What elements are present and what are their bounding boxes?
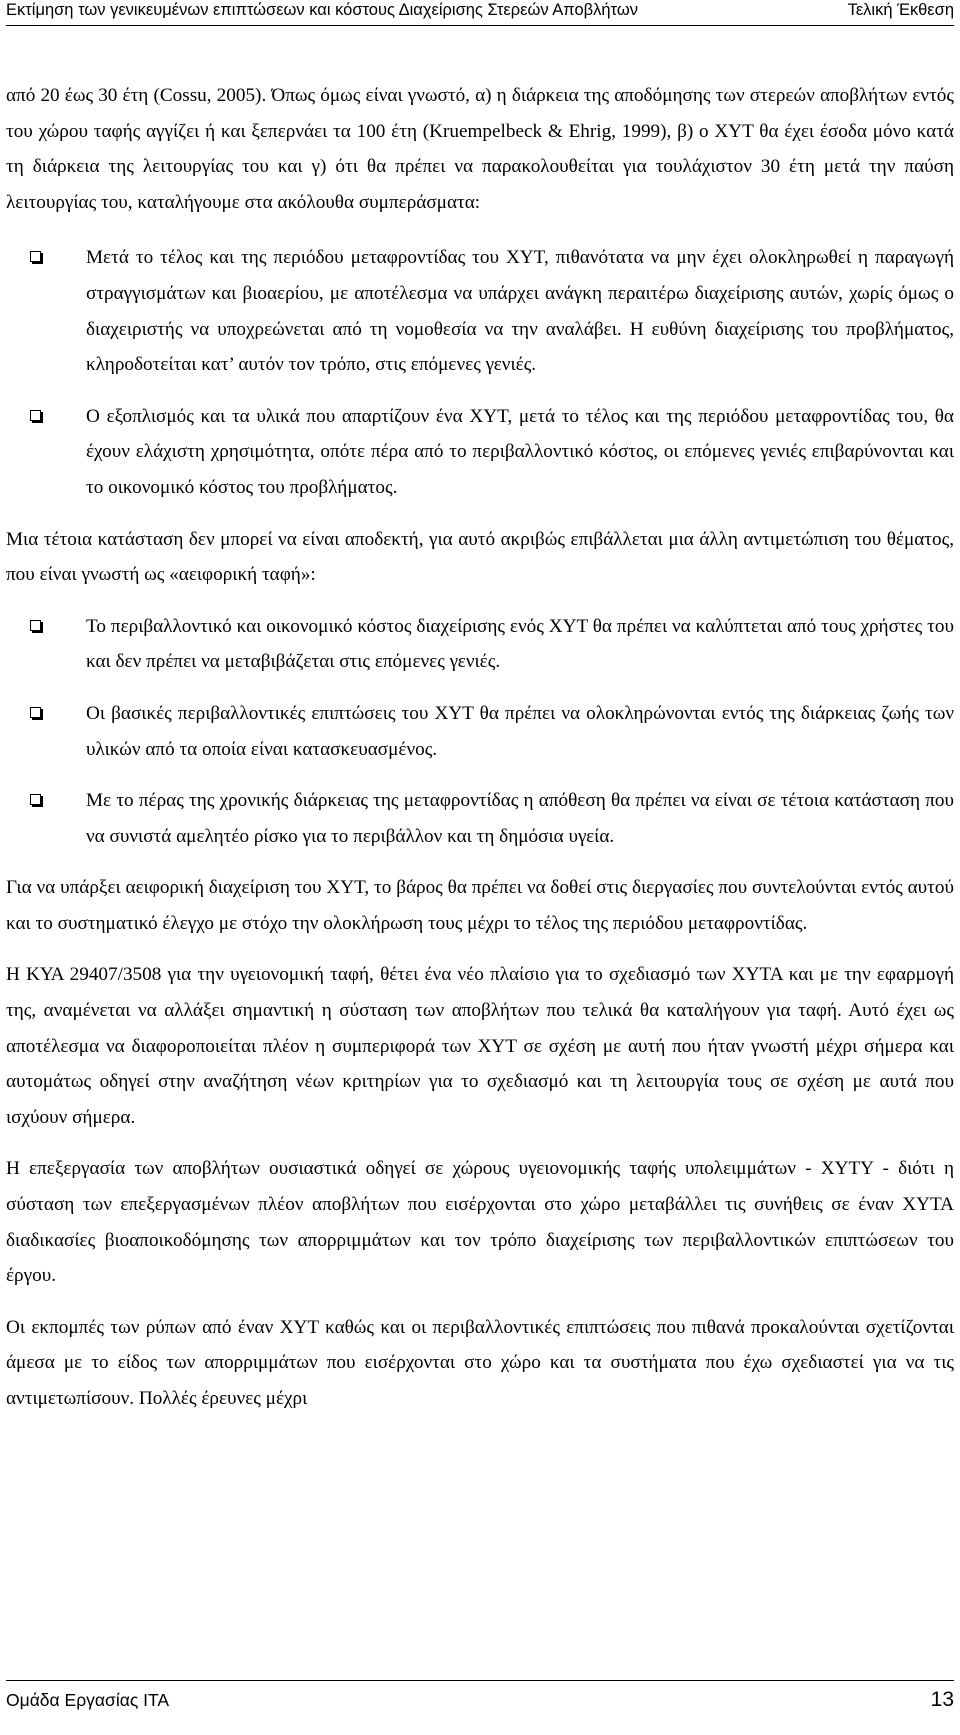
header-report-type: Τελική Έκθεση <box>847 1 954 19</box>
header-title: Εκτίμηση των γενικευμένων επιπτώσεων και κόστους Διαχείρισης Στερεών Αποβλήτων <box>6 1 638 19</box>
checkbox-bullet-icon <box>30 620 41 631</box>
waste-processing-paragraph: Η επεξεργασία των αποβλήτων ουσιαστικά οδηγεί σε χώρους υγειονομικής ταφής υπολειμμάτων - ΧΥΤΥ - διότι η σύσταση των επεξεργασμένων πλέον αποβλήτων που εισέρχονται στο χώρο μεταβάλλει τις συνήθεις σε έναν ΧΥΤΑ διαδικασίες βιοαποικοδόμησης των απορριμμάτων και τον τρόπο διαχείρισης των περιβαλλοντικών επιπτώσεων του έργου. <box>6 1158 954 1287</box>
footer-divider <box>6 1680 954 1681</box>
header-divider <box>6 25 954 26</box>
list-item <box>6 399 954 506</box>
checkbox-bullet-icon <box>30 794 41 805</box>
checkbox-bullet-icon <box>30 410 41 421</box>
list-item <box>6 696 954 767</box>
sustainable-management-paragraph: Για να υπάρξει αειφορική διαχείριση του ΧΥΤ, το βάρος θα πρέπει να δοθεί στις διεργασίες που συντελούνται εντός αυτού και το συστηματικό έλεγχο με στόχο την ολοκλήρωση τους μέχρι το τέλος της περιόδου μεταφροντίδας. <box>6 877 954 934</box>
conclusions-list <box>6 240 954 505</box>
sustainable-landfill-list <box>6 609 954 855</box>
kya-paragraph: Η ΚΥΑ 29407/3508 για την υγειονομική ταφή, θέτει ένα νέο πλαίσιο για το σχεδιασμό των ΧΥΤΑ και με την εφαρμογή της, αναμένεται να αλλάξει σημαντική η σύσταση των αποβλήτων που τελικά θα καταλήγουν για ταφή. Αυτό έχει ως αποτέλεσμα να διαφοροποιείται πλέον η συμπεριφορά των ΧΥΤ σε σχέση με αυτή που ήταν γνωστή μέχρι σήμερα και αυτομάτως οδηγεί στην αναζήτηση νέων κριτηρίων για το σχεδιασμό και τη λειτουργία τους σε σχέση με αυτά που ισχύουν σήμερα. <box>6 964 954 1128</box>
list-item <box>6 609 954 680</box>
document-body <box>6 78 954 1433</box>
list-item-text: Το περιβαλλοντικό και οικονομικό κόστος διαχείρισης ενός ΧΥΤ θα πρέπει να καλύπτεται από τους χρήστες του και δεν πρέπει να μεταβιβάζεται στις επόμενες γενιές. <box>86 615 954 673</box>
list-item <box>6 783 954 854</box>
list-item-text: Με το πέρας της χρονικής διάρκειας της μεταφροντίδας η απόθεση θα πρέπει να είναι σε τέτοια κατάσταση που να συνιστά αμελητέο ρίσκο για το περιβάλλον και τη δημόσια υγεία. <box>86 790 954 847</box>
page-header <box>6 0 954 24</box>
list-item <box>6 240 954 382</box>
list-item-text: Οι βασικές περιβαλλοντικές επιπτώσεις του ΧΥΤ θα πρέπει να ολοκληρώνονται εντός της διάρκειας ζωής των υλικών από τα οποία είναι κατασκευασμένος. <box>86 702 954 760</box>
intro-paragraph: από 20 έως 30 έτη (Cossu, 2005). Όπως όμως είναι γνωστό, α) η διάρκεια της αποδόμησης των στερεών αποβλήτων εντός του χώρου ταφής αγγίζει ή και ξεπερνάει τα 100 έτη (Kruempelbeck & Ehrig, 1999), β) ο ΧΥΤ θα έχει έσοδα μόνο κατά τη διάρκεια της λειτουργίας του και γ) ότι θα πρέπει να παρακολουθείται για τουλάχιστον 30 έτη μετά την παύση λειτουργίας του, καταλήγουμε στα ακόλουθα συμπεράσματα: <box>6 85 954 213</box>
list-item-text: Μετά το τέλος και της περιόδου μεταφροντίδας του ΧΥΤ, πιθανότατα να μην έχει ολοκληρωθεί η παραγωγή στραγγισμάτων και βιοαερίου, με αποτέλεσμα να υπάρχει ανάγκη περαιτέρω διαχείρισης αυτών, χωρίς όμως ο διαχειριστής να υποχρεώνεται από τη νομοθεσία να την αναλάβει. Η ευθύνη διαχείρισης του προβλήματος, κληροδοτείται κατ’ αυτόν τον τρόπο, στις επόμενες γενιές. <box>86 247 954 376</box>
emissions-paragraph: Οι εκπομπές των ρύπων από έναν ΧΥΤ καθώς και οι περιβαλλοντικές επιπτώσεις που πιθανά προκαλούνται σχετίζονται άμεσα με το είδος των απορριμμάτων που εισέρχονται στο χώρο και τα συστήματα που έχω σχεδιαστεί για να τις αντιμετωπίσουν. Πολλές έρευνες μέχρι <box>6 1316 954 1409</box>
page-footer <box>6 1690 954 1726</box>
transition-paragraph: Μια τέτοια κατάσταση δεν μπορεί να είναι αποδεκτή, για αυτό ακριβώς επιβάλλεται μια άλλη αντιμετώπιση του θέματος, που είναι γνωστή ως «αειφορική ταφή»: <box>6 528 954 586</box>
checkbox-bullet-icon <box>30 707 41 718</box>
list-item-text: Ο εξοπλισμός και τα υλικά που απαρτίζουν ένα ΧΥΤ, μετά το τέλος και της περιόδου μεταφροντίδας του, θα έχουν ελάχιστη χρησιμότητα, οπότε πέρα από το περιβαλλοντικό κόστος, οι επόμενες γενιές επιβαρύνονται και το οικονομικό κόστος του προβλήματος. <box>86 405 954 498</box>
page-number: 13 <box>930 1688 954 1711</box>
checkbox-bullet-icon <box>30 251 41 262</box>
footer-group: Ομάδα Εργασίας ΙΤΑ <box>6 1690 170 1710</box>
